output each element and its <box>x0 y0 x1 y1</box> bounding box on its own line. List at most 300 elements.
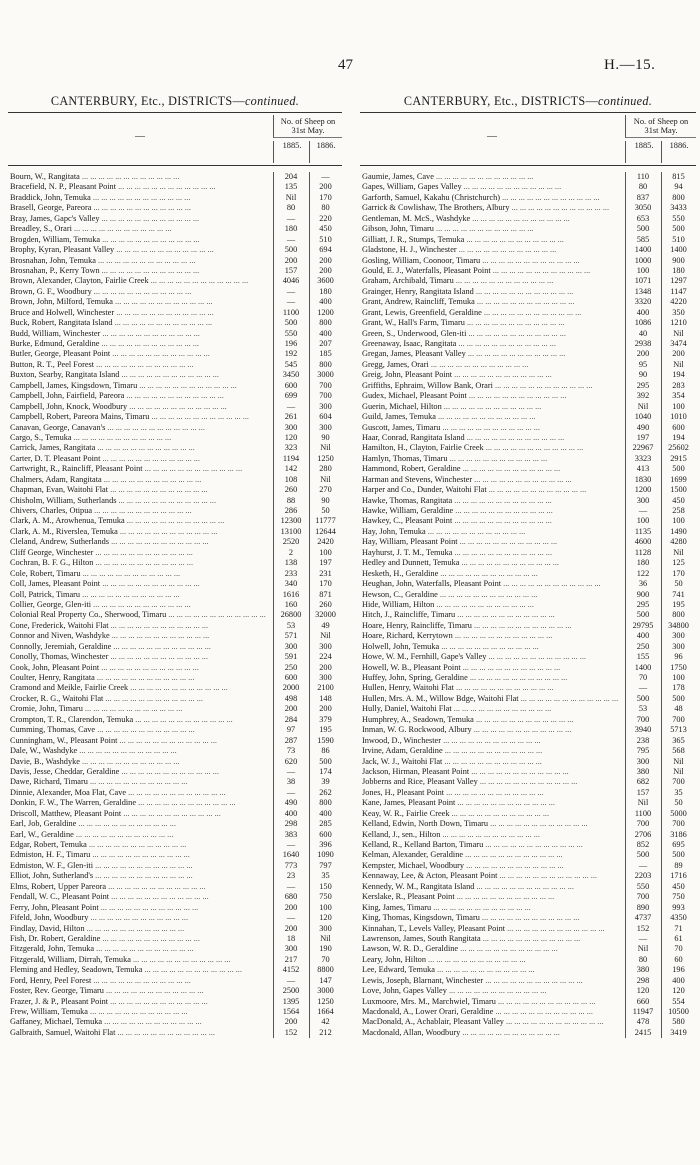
owner-name: Elms, Robert, Upper Pareora ... . <box>8 882 273 892</box>
owner-name: Fitzgerald, William, Dirrah, Temuka ... . <box>8 955 273 965</box>
table-row <box>360 757 696 767</box>
sheep-1885: 1640 <box>282 850 300 860</box>
owner-name: Haar, Conrad, Rangitata Island ... . <box>360 433 625 443</box>
table-row <box>360 725 696 735</box>
sheep-1886: 262 <box>319 787 332 797</box>
sheep-1885: 700 <box>636 714 650 724</box>
sheep-1885: 180 <box>636 558 650 568</box>
table-row <box>8 256 342 266</box>
owner-name: Garforth, Samuel, Kakahu (Christchurch) ... . <box>360 193 625 203</box>
sheep-1885: 478 <box>636 1017 650 1027</box>
sheep-1885: 591 <box>284 652 298 662</box>
sheep-1885: 1086 <box>634 318 652 328</box>
owner-name: Keay, W. R., Fairlie Creek ... . <box>360 809 625 819</box>
sheep-1885: 300 <box>284 422 298 432</box>
right-heading <box>360 94 696 112</box>
table-row <box>8 569 342 579</box>
sheep-1886: 100 <box>319 902 332 912</box>
sheep-1886: 195 <box>672 599 685 609</box>
owner-name: Dinnie, Alexander, Moa Flat, Cave ... . <box>8 788 273 798</box>
sheep-1886: 400 <box>319 297 332 307</box>
owner-name: Brosnahan, P., Kerry Town ... . <box>8 266 273 276</box>
sheep-1885: 585 <box>636 234 650 244</box>
table-row <box>8 214 342 224</box>
table-row <box>360 683 696 693</box>
sheep-1886: 3474 <box>670 339 687 348</box>
sheep-1886: 195 <box>319 725 332 735</box>
table-row <box>8 318 342 328</box>
sheep-1885: 498 <box>284 693 298 703</box>
owner-name: Clark, A. M., Riverslea, Temuka ... . <box>8 527 273 537</box>
table-row <box>360 266 696 276</box>
sheep-1885: 217 <box>284 954 298 964</box>
table-row <box>360 475 696 485</box>
sheep-1886: 231 <box>319 568 332 578</box>
table-row <box>8 235 342 245</box>
table-row <box>8 746 342 756</box>
sheep-1885: 180 <box>284 224 298 234</box>
sheep-1886: 200 <box>319 662 332 672</box>
table-row <box>8 412 342 422</box>
sheep-1885: — <box>286 766 296 776</box>
sheep-1886: 900 <box>672 255 685 265</box>
table-row <box>360 642 696 652</box>
sheep-1886: 60 <box>674 954 683 964</box>
table-row <box>8 997 342 1007</box>
owner-name: Hawkey, C., Pleasant Point ... . <box>360 516 625 526</box>
sheep-1886: 300 <box>319 923 332 933</box>
table-row <box>8 349 342 359</box>
owner-name: Cramond and Meikle, Fairlie Creek ... . <box>8 683 273 693</box>
sheep-1886: 1716 <box>670 871 687 881</box>
sheep-1885: — <box>286 401 296 411</box>
sheep-1886: 450 <box>672 881 685 891</box>
table-row <box>360 704 696 714</box>
table-row <box>360 423 696 433</box>
table-row <box>8 913 342 923</box>
table-row <box>360 318 696 328</box>
sheep-1886: 200 <box>672 349 685 359</box>
owner-name: Guild, James, Temuka ... . <box>360 412 625 422</box>
sheep-1885: 192 <box>284 349 298 359</box>
sheep-1886: 207 <box>319 339 332 348</box>
table-row <box>360 861 696 871</box>
sheep-1886: 180 <box>319 286 332 296</box>
sheep-1885: 1071 <box>634 276 652 286</box>
table-row <box>360 579 696 589</box>
sheep-1885: 286 <box>284 506 298 515</box>
table-row <box>360 339 696 349</box>
sheep-1886: 800 <box>319 798 332 808</box>
table-row <box>360 464 696 474</box>
table-row <box>360 454 696 464</box>
table-row <box>8 736 342 746</box>
owner-name: Gaffaney, Michael, Temuka ... . <box>8 1017 273 1027</box>
sheep-1885: 653 <box>636 213 650 223</box>
sheep-1885: 1348 <box>634 286 652 296</box>
table-row <box>360 433 696 443</box>
owner-name: Davie, B., Washdyke ... . <box>8 757 273 767</box>
table-row <box>360 569 696 579</box>
sheep-1886: 400 <box>319 328 332 338</box>
sheep-1885: 287 <box>284 735 298 745</box>
table-row <box>360 381 696 391</box>
table-row <box>8 757 342 767</box>
sheep-1885: 700 <box>636 892 650 902</box>
sheep-1886: 35 <box>321 871 330 881</box>
sheep-1885: 90 <box>638 370 648 380</box>
sheep-1886: 1699 <box>670 474 687 484</box>
table-row <box>8 892 342 902</box>
owner-name: Hay, William, Pleasant Point ... . <box>360 537 625 547</box>
owner-name: Harper and Co., Dunder, Waitohi Flat ... . <box>360 485 625 495</box>
owner-name: Holwell, John, Temuka ... . <box>360 642 625 652</box>
sheep-1886: 90 <box>321 432 330 442</box>
table-row <box>8 266 342 276</box>
table-row <box>360 527 696 537</box>
sheep-1886: 285 <box>319 819 332 829</box>
table-row <box>8 402 342 412</box>
sheep-1886: 50 <box>674 798 683 808</box>
sheep-1885: 284 <box>284 714 298 724</box>
owner-name: Ferry, John, Pleasant Point ... . <box>8 903 273 913</box>
sheep-1886: Nil <box>673 756 684 766</box>
table-row <box>360 245 696 255</box>
owner-name: Howe, W. M., Fernhill, Gape's Valley ... . <box>360 652 625 662</box>
sheep-1885: 200 <box>284 255 298 265</box>
owner-name: Cochran, B. F. G., Hilton ... . <box>8 558 273 568</box>
owner-name: Heughan, John, Waterfalls, Pleasant Point ... . <box>360 579 625 589</box>
sheep-1885: 4046 <box>282 276 300 286</box>
sheep-1885: 200 <box>636 349 650 359</box>
right-table-header <box>360 112 696 166</box>
owner-name: Grant, W., Hall's Farm, Timaru ... . <box>360 318 625 328</box>
sheep-1886: 10500 <box>668 1007 689 1016</box>
sheep-1886: 4280 <box>670 537 687 547</box>
table-row <box>360 871 696 881</box>
sheep-1885: 2203 <box>634 871 652 881</box>
owner-name: Cumming, Thomas, Cave ... . <box>8 725 273 735</box>
sheep-1886: 510 <box>672 234 685 244</box>
table-row <box>8 590 342 600</box>
sheep-1886: 1090 <box>317 850 334 860</box>
sheep-1886: 750 <box>319 892 332 902</box>
sheep-1885: 1200 <box>634 485 652 495</box>
page-number: 47 <box>338 57 353 73</box>
sheep-1886: 220 <box>319 213 332 223</box>
table-row <box>8 516 342 526</box>
table-row <box>8 537 342 547</box>
sheep-1885: 773 <box>284 860 298 870</box>
sheep-1886: 300 <box>319 673 332 682</box>
owner-name: Coll, Patrick, Timaru ... . <box>8 590 273 600</box>
sheep-1886: 50 <box>674 579 683 589</box>
sheep-1885: Nil <box>637 401 649 411</box>
sheep-1886: 500 <box>672 693 685 703</box>
sheep-1885: — <box>286 234 296 244</box>
sheep-1885: 295 <box>636 380 650 390</box>
owner-name: Chalmers, Adam, Rangitata ... . <box>8 475 273 485</box>
owner-name: Hullen, Mrs. A. M., Willow Bdge, Waitohi Flat ... . <box>360 694 625 704</box>
sheep-1886: 147 <box>319 975 332 985</box>
table-row <box>8 193 342 203</box>
table-row <box>8 558 342 568</box>
table-row <box>8 475 342 485</box>
sheep-1886: 12644 <box>315 526 336 536</box>
document-reference: H.—15. <box>604 57 656 73</box>
table-row <box>360 715 696 725</box>
sheep-1886: 1210 <box>670 318 687 328</box>
table-row <box>8 579 342 589</box>
table-row <box>8 965 342 975</box>
owner-name: Greenaway, Isaac, Rangitata ... . <box>360 339 625 349</box>
owner-name: Frew, William, Temuka ... . <box>8 1007 273 1017</box>
table-row <box>360 537 696 547</box>
sheep-1885: 600 <box>284 673 298 682</box>
owner-name: Grant, Lewis, Greenfield, Geraldine ... . <box>360 308 625 318</box>
sheep-1886: 283 <box>672 380 685 390</box>
sheep-1886: 34800 <box>668 620 689 630</box>
sheep-1886: 400 <box>319 808 332 818</box>
table-row <box>360 548 696 558</box>
owner-name: Guscott, James, Timaru ... . <box>360 423 625 433</box>
sheep-1886: Nil <box>320 443 331 453</box>
sheep-1885: 142 <box>284 464 298 474</box>
owner-name: Love, John, Gapes Valley ... . <box>360 986 625 996</box>
table-row <box>360 777 696 787</box>
owner-name: Hitch, J., Raincliffe, Timaru ... . <box>360 610 625 620</box>
sheep-1885: — <box>638 506 648 515</box>
sheep-1885: 1564 <box>282 1007 300 1016</box>
table-row <box>8 224 342 234</box>
sheep-1886: 90 <box>321 495 330 505</box>
sheep-1885: 157 <box>284 265 298 275</box>
sheep-1885: 383 <box>284 829 298 839</box>
owner-name: Bruce and Holwell, Winchester ... . <box>8 308 273 318</box>
table-row <box>8 986 342 996</box>
sheep-1886: 1010 <box>670 412 687 422</box>
sheep-1885: 3050 <box>634 203 652 213</box>
table-row <box>8 245 342 255</box>
table-row <box>8 642 342 652</box>
sheep-1886: 258 <box>672 506 685 515</box>
table-row <box>360 276 696 286</box>
owner-name: Hesketh, H., Geraldine ... . <box>360 569 625 579</box>
sheep-1885: 200 <box>284 902 298 912</box>
sheep-1885: 2500 <box>282 986 300 996</box>
sheep-1886: 800 <box>672 610 685 620</box>
sheep-1885: 29795 <box>632 620 654 630</box>
left-name-column-header: — <box>135 131 145 142</box>
sheep-1885: 1100 <box>634 808 652 818</box>
table-row <box>360 746 696 756</box>
sheep-1886: 71 <box>674 923 683 933</box>
sheep-1886: 379 <box>319 714 332 724</box>
table-row <box>360 1017 696 1027</box>
owner-name: Hamlyn, Thomas, Timaru ... . <box>360 454 625 464</box>
table-row <box>360 485 696 495</box>
sheep-1886: Nil <box>673 766 684 776</box>
sheep-1885: 1135 <box>634 526 652 536</box>
owner-name: Grant, Andrew, Raincliff, Temuka ... . <box>360 297 625 307</box>
owner-name: Clark, A. M., Arowhenua, Temuka ... . <box>8 516 273 526</box>
owner-name: Jackson, Hirman, Pleasant Point ... . <box>360 767 625 777</box>
owner-name: Huffey, John, Spring, Geraldine ... . <box>360 673 625 683</box>
sheep-1885: 795 <box>636 746 650 756</box>
sheep-1886: 3433 <box>670 203 687 213</box>
table-row <box>360 329 696 339</box>
sheep-1885: 1000 <box>634 255 652 265</box>
sheep-1885: 890 <box>636 902 650 912</box>
right-column <box>360 94 696 1038</box>
sheep-1885: 295 <box>636 599 650 609</box>
owner-name: Griffiths, Ephraim, Willow Bank, Orari ... . <box>360 381 625 391</box>
owner-name: Humphrey, A., Seadown, Temuka ... . <box>360 715 625 725</box>
sheep-1886: 1490 <box>670 526 687 536</box>
sheep-1885: 26800 <box>280 610 302 620</box>
owner-name: Inman, W. G. Rockwood, Albury ... . <box>360 725 625 735</box>
owner-name: Lee, Edward, Temuka ... . <box>360 965 625 975</box>
owner-name: Fleming and Hedley, Seadown, Temuka ... . <box>8 965 273 975</box>
owner-name: Conolly, Thomas, Winchester ... . <box>8 652 273 662</box>
owner-name: Buck, Robert, Rangitata Island ... . <box>8 318 273 328</box>
sheep-1886: 270 <box>319 485 332 495</box>
owner-name: Gudex, Michael, Pleasant Point ... . <box>360 391 625 401</box>
table-row <box>360 193 696 203</box>
table-row <box>360 516 696 526</box>
sheep-1886: 741 <box>672 589 685 599</box>
owner-name: Earl, Job, Geraldine ... . <box>8 819 273 829</box>
table-row <box>360 308 696 318</box>
table-row <box>8 840 342 850</box>
table-row <box>360 767 696 777</box>
owner-name: Hully, Daniel, Waitohi Flat ... . <box>360 704 625 714</box>
owner-name: Brosnahan, John, Temuka ... . <box>8 256 273 266</box>
sheep-1886: 3000 <box>317 370 334 380</box>
sheep-1885: 53 <box>286 620 296 630</box>
table-row <box>8 287 342 297</box>
sheep-1885: 400 <box>636 307 650 317</box>
left-column <box>8 94 342 1038</box>
owner-name: Kelman, Alexander, Geraldine ... . <box>360 850 625 860</box>
owner-name: Jobberns and Rice, Pleasant Valley ... . <box>360 777 625 787</box>
owner-name: Galbraith, Samuel, Waitohi Flat ... . <box>8 1028 273 1038</box>
sheep-1886: 815 <box>672 172 685 181</box>
sheep-1886: 871 <box>319 589 332 599</box>
owner-name: Button, R. T., Peel Forest ... . <box>8 360 273 370</box>
sheep-1885: 600 <box>284 380 298 390</box>
sheep-1886: 1750 <box>670 662 687 672</box>
sheep-1885: 380 <box>636 766 650 776</box>
table-row <box>360 621 696 631</box>
sheep-1886: 1500 <box>670 485 687 495</box>
owner-name: Jones, H., Pleasant Point ... . <box>360 788 625 798</box>
sheep-1886: 5000 <box>670 808 687 818</box>
sheep-1885: 550 <box>284 328 298 338</box>
owner-name: Gilliatt, J. R., Stumps, Temuka ... . <box>360 235 625 245</box>
sheep-1885: 837 <box>636 192 650 202</box>
sheep-1885: 300 <box>636 495 650 505</box>
sheep-1885: 500 <box>636 693 650 703</box>
table-row <box>8 339 342 349</box>
sheep-1886: 2915 <box>670 453 687 463</box>
owner-name: Hawke, William, Geraldine ... . <box>360 506 625 516</box>
owner-name: Hedley and Dunnett, Temuka ... . <box>360 558 625 568</box>
table-row <box>360 203 696 213</box>
owner-name: Brown, Alexander, Clayton, Fairlie Creek ... . <box>8 276 273 286</box>
right-heading-continued: continued. <box>597 94 653 108</box>
sheep-1885: 3323 <box>634 453 652 463</box>
sheep-1886: 1250 <box>317 453 334 463</box>
sheep-1885: 155 <box>636 652 650 662</box>
table-row <box>8 652 342 662</box>
sheep-1885: 400 <box>284 808 298 818</box>
sheep-1885: 680 <box>284 892 298 902</box>
sheep-1886: 797 <box>319 860 332 870</box>
sheep-1885: 36 <box>638 579 648 589</box>
sheep-1885: 260 <box>284 485 298 495</box>
sheep-1886: 568 <box>672 746 685 756</box>
sheep-1885: 1400 <box>634 662 652 672</box>
table-row <box>360 360 696 370</box>
sheep-1886: 150 <box>319 881 332 891</box>
sheep-1886: 25602 <box>668 443 689 453</box>
sheep-1885: 340 <box>284 579 298 589</box>
owner-name: Elliot, John, Sutherland's ... . <box>8 871 273 881</box>
sheep-1886: 11777 <box>315 516 336 526</box>
sheep-1885: — <box>286 297 296 307</box>
right-heading-main: CANTERBURY, Etc., DISTRICTS— <box>403 94 598 108</box>
table-row <box>8 381 342 391</box>
owner-name: Connolly, Jeremiah, Geraldine ... . <box>8 642 273 652</box>
sheep-1885: — <box>286 286 296 296</box>
owner-name: Coll, James, Pleasant Point ... . <box>8 579 273 589</box>
sheep-1886: 61 <box>674 933 683 943</box>
table-row <box>360 913 696 923</box>
sheep-1886: 500 <box>319 756 332 766</box>
sheep-1885: 22967 <box>632 443 654 453</box>
table-row <box>360 214 696 224</box>
sheep-1886: 200 <box>319 704 332 714</box>
table-row <box>8 610 342 620</box>
table-row <box>8 694 342 704</box>
owner-name: Edgar, Robert, Temuka ... . <box>8 840 273 850</box>
table-row <box>360 496 696 506</box>
owner-name: Bracefield, N. P., Pleasant Point ... . <box>8 182 273 192</box>
table-row <box>360 287 696 297</box>
sheep-1885: 53 <box>638 704 648 714</box>
table-row <box>8 548 342 558</box>
table-row <box>8 172 342 182</box>
sheep-1885: 699 <box>284 391 298 401</box>
owner-name: Kerslake, R., Pleasant Point ... . <box>360 892 625 902</box>
sheep-1886: 89 <box>674 860 683 870</box>
table-row <box>8 1007 342 1017</box>
table-row <box>360 673 696 683</box>
sheep-1885: 323 <box>284 443 298 453</box>
sheep-1885: — <box>286 787 296 797</box>
owner-name: Cook, John, Pleasant Point ... . <box>8 663 273 673</box>
table-row <box>360 736 696 746</box>
table-row <box>8 798 342 808</box>
table-row <box>8 861 342 871</box>
sheep-1886: 3000 <box>317 986 334 996</box>
sheep-1885: 2415 <box>634 1027 652 1037</box>
sheep-1886: Nil <box>320 933 331 943</box>
sheep-1886: 300 <box>319 401 332 411</box>
sheep-1885: — <box>286 881 296 891</box>
table-row <box>360 506 696 516</box>
